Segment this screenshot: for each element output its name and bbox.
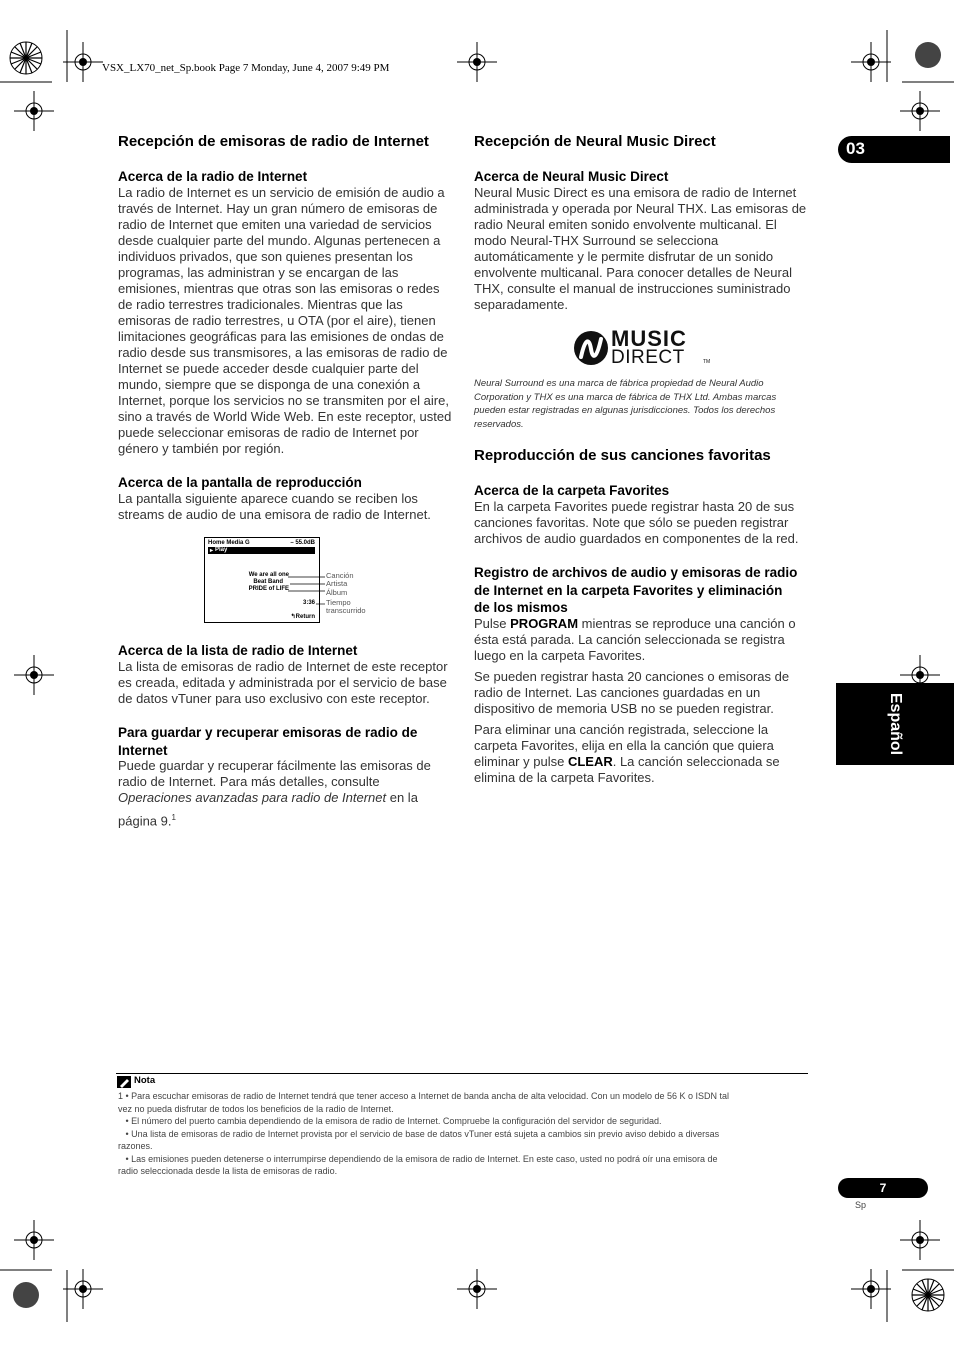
text-line: Neural Surround es una marca de fábrica propiedad de Neural Audio (474, 378, 764, 389)
footnote-reference[interactable]: 1 (171, 813, 176, 822)
text-line: automáticamente y le permite disfrutar de un sonido (474, 249, 774, 264)
neural-logo-icon (573, 329, 609, 367)
paragraph-favorites-folder (474, 499, 814, 547)
note-line: vez no pueda disfrutar de todos los beneficios de la radio de Internet. (118, 1103, 394, 1114)
screen-song: We are all one (248, 572, 289, 578)
file-info-header: VSX_LX70_net_Sp.book Page 7 Monday, June 4, 2007 9:49 PM (102, 62, 390, 74)
text-line: envolvente multicanal. Para conocer detalles de Neural (474, 265, 792, 280)
section-title-internet-radio: Recepción de emisoras de radio de Internet (118, 133, 429, 150)
text-line: radio de Internet que emiten una variedad de servicios (118, 217, 432, 232)
text-line (118, 810, 458, 829)
paragraph-playback-screen (118, 491, 458, 523)
text-line: través de Internet. Hay un gran número de emisoras de (118, 201, 438, 216)
text-line (474, 616, 814, 632)
heading-playback-screen: Acerca de la pantalla de reproducción (118, 475, 362, 490)
logo-word-direct: DIRECT (611, 347, 685, 368)
text-line: En la carpeta Favorites puede registrar hasta 20 de sus (474, 499, 795, 514)
paragraph-register-3 (474, 722, 814, 786)
music-direct-logo (573, 328, 713, 368)
notes-body (118, 1090, 808, 1178)
screen-source: Home Media G (208, 540, 250, 546)
heading-line: de Internet en la carpeta Favorites y eliminación (474, 582, 783, 598)
note-line: radio seleccionada desde la lista de emisoras de radio. (118, 1166, 338, 1176)
paragraph-radio-list (118, 659, 458, 707)
section-title-neural-music-direct: Recepción de Neural Music Direct (474, 133, 716, 150)
screen-artist: Beat Band (253, 579, 283, 585)
heading-line: de los mismos (474, 600, 568, 615)
screen-album: PRIDE of LIFE (248, 586, 289, 592)
page-language-code: Sp (855, 1200, 867, 1210)
text-line: pueden estar registradas en algunas jurisdicciones. Todos los derechos (474, 405, 776, 416)
text-line: individuos privados, que son quienes presentan los (118, 249, 413, 264)
paragraph-about-internet-radio (118, 185, 458, 457)
text-span: página 9. (118, 813, 172, 829)
text-line: es creada, editada y administrada por el servicio de base (118, 675, 447, 690)
text-line: mundo, siempre que se disponga de una conexión a (118, 377, 421, 392)
screen-status: Play (215, 547, 228, 553)
text-line: género y también por región. (118, 441, 285, 456)
text-line (118, 790, 458, 806)
text-line: Internet se puede acceder desde cualquier parte del (118, 361, 419, 376)
text-line: La radio de Internet es un servicio de emisión de audio a (118, 185, 445, 200)
text-line: modo Neural-THX Surround se selecciona (474, 233, 719, 248)
text-line: limitaciones geográficas para las emisiones de ondas de (118, 329, 444, 344)
language-tab (836, 683, 954, 765)
paragraph-register-1 (474, 616, 814, 664)
text-line: emisoras de radio terrestres, u OTA (por el aire), tienen (118, 313, 436, 328)
text-line: Para eliminar una canción registrada, seleccione la (474, 722, 769, 737)
text-line: ésta está parada. La canción seleccionada se registra (474, 632, 785, 647)
logo-trademark: TM (703, 359, 711, 365)
note-line: razones. (118, 1141, 153, 1151)
text-span: Pulse (474, 616, 511, 631)
text-span: en la (386, 790, 418, 805)
text-line: archivos de audio guardados en componentes de la red. (474, 531, 799, 546)
return-icon: ↰ (290, 614, 296, 620)
text-line: La lista de emisoras de radio de Internet de este receptor (118, 659, 448, 674)
cross-reference-link[interactable]: Operaciones avanzadas para radio de Internet (118, 790, 387, 805)
text-line: luego en la carpeta Favorites. (474, 648, 646, 663)
text-line: puede seleccionar emisoras de radio de Internet por (118, 425, 419, 440)
screen-volume: – 55.0dB (290, 540, 315, 546)
heading-line: Registro de archivos de audio y emisoras de radio (474, 565, 798, 580)
note-line: • El número del puerto cambia dependiendo de la emisora de radio de Internet. Compruebe la configuración del servidor de seguridad. (118, 1116, 662, 1126)
notes-divider (116, 1073, 808, 1074)
text-span: . La canción seleccionada se (612, 754, 780, 769)
heading-about-internet-radio: Acerca de la radio de Internet (118, 169, 308, 184)
screen-callout-lines (288, 570, 328, 610)
text-line: programas, las administran y se encargan de las (118, 265, 399, 280)
chapter-number: 03 (846, 139, 865, 158)
text-line: de datos vTuner para uso exclusivo con este receptor. (118, 691, 430, 706)
notes-heading: Nota (134, 1075, 156, 1086)
screen-return (291, 613, 315, 620)
heading-radio-list: Acerca de la lista de radio de Internet (118, 643, 358, 658)
text-line: Corporation y THX es una marca de fábrica de THX Ltd. Ambas marcas (474, 391, 777, 403)
program-key-label: PROGRAM (510, 616, 579, 631)
paragraph-save-recall (118, 758, 458, 829)
text-line: elimina de la carpeta Favorites. (474, 770, 655, 785)
note-line: • Las emisiones pueden detenerse o interrumpirse dependiendo de la emisora de radio de Internet. En este caso, usted no podrá oír una emisora de (118, 1153, 718, 1164)
page-number-badge: 7 (838, 1178, 928, 1198)
text-line: radio Neural emiten sonido envolvente multicanal. El (474, 217, 777, 232)
text-line: administrada y operada por Neural THX. Las emisoras de (474, 201, 807, 216)
section-title-favorites: Reproducción de sus canciones favoritas (474, 447, 771, 464)
text-line: emisiones, mientras que otras son las emisoras o redes (118, 281, 440, 296)
callout-album: Álbum (326, 588, 348, 597)
text-line: streams de audio de una emisora de radio de Internet. (118, 507, 431, 522)
note-icon (117, 1076, 131, 1088)
note-line: 1 • Para escuchar emisoras de radio de Internet tendrá que tener acceso a Internet de banda ancha de alta velocidad. Con un modelo de 56 K o ISDN tal (118, 1091, 730, 1101)
text-line: THX, consulte el manual de instrucciones suministrado (474, 281, 791, 296)
note-line: • Una lista de emisoras de radio de Internet provista por el servicio de base de datos vTuner está sujeta a cambios sin previo aviso debido a diversas (118, 1128, 720, 1139)
text-line: La pantalla siguiente aparece cuando se reciben los (118, 491, 418, 506)
text-line: Internet, porque los servicios no se transmiten por el aire, (118, 393, 449, 408)
screen-return-label: Return (295, 614, 315, 620)
callout-song: Canción (326, 571, 354, 580)
text-line: reservados. (474, 418, 524, 430)
text-line: Se pueden registrar hasta 20 canciones o emisoras de (474, 669, 790, 684)
callout-time-1: Tiempo (326, 598, 351, 607)
text-line: sino a través de World Wide Web. En este receptor, usted (118, 409, 452, 424)
text-line: separadamente. (474, 297, 568, 312)
text-span: eliminar y pulse (474, 754, 568, 769)
heading-line: Para guardar y recuperar emisoras de radio de (118, 725, 418, 740)
text-span: mientras se reproduce una canción o (578, 616, 796, 631)
heading-favorites-folder: Acerca de la carpeta Favorites (474, 483, 670, 498)
screen-time: 3:36 (302, 600, 315, 606)
heading-register-files (474, 564, 814, 617)
callout-time-2: transcurrido (326, 606, 366, 615)
heading-line: Internet (118, 742, 168, 758)
clear-key-label: CLEAR (567, 754, 613, 769)
text-line: radio de Internet. Las canciones guardadas en un (474, 685, 761, 700)
text-line: radio desde sus transmisores, a las emisoras de radio de (118, 345, 448, 360)
chapter-badge (838, 136, 950, 163)
pencil-icon (117, 1077, 131, 1089)
callout-artist: Artista (326, 579, 348, 588)
logo-word-music: MUSIC (611, 326, 687, 351)
heading-save-recall (118, 724, 458, 759)
screen-status-bar (208, 547, 315, 554)
text-line: Puede guardar y recuperar fácilmente las emisoras de (118, 758, 431, 773)
text-line: canciones favoritas. Note que sólo se pueden registrar (474, 515, 789, 530)
language-label: Español (887, 692, 904, 756)
text-line: carpeta Favorites, elija en ella la canción que quiera (474, 738, 774, 753)
heading-about-neural: Acerca de Neural Music Direct (474, 169, 669, 184)
paragraph-about-neural (474, 185, 814, 313)
trademark-notice (474, 377, 814, 431)
play-icon: ▸ (210, 548, 214, 554)
text-line: desde cualquier parte del mundo. Algunas pertenecen a (118, 233, 441, 248)
text-line (474, 754, 814, 770)
paragraph-register-2 (474, 669, 814, 717)
text-line: de radio terrestres tradicionales. Mientras que las (118, 297, 403, 312)
text-line: Neural Music Direct es una emisora de radio de Internet (474, 185, 797, 200)
text-line: dispositivo de memoria USB no se pueden registrar. (474, 701, 774, 716)
text-line: radio de Internet. Para más detalles, consulte (118, 774, 380, 789)
